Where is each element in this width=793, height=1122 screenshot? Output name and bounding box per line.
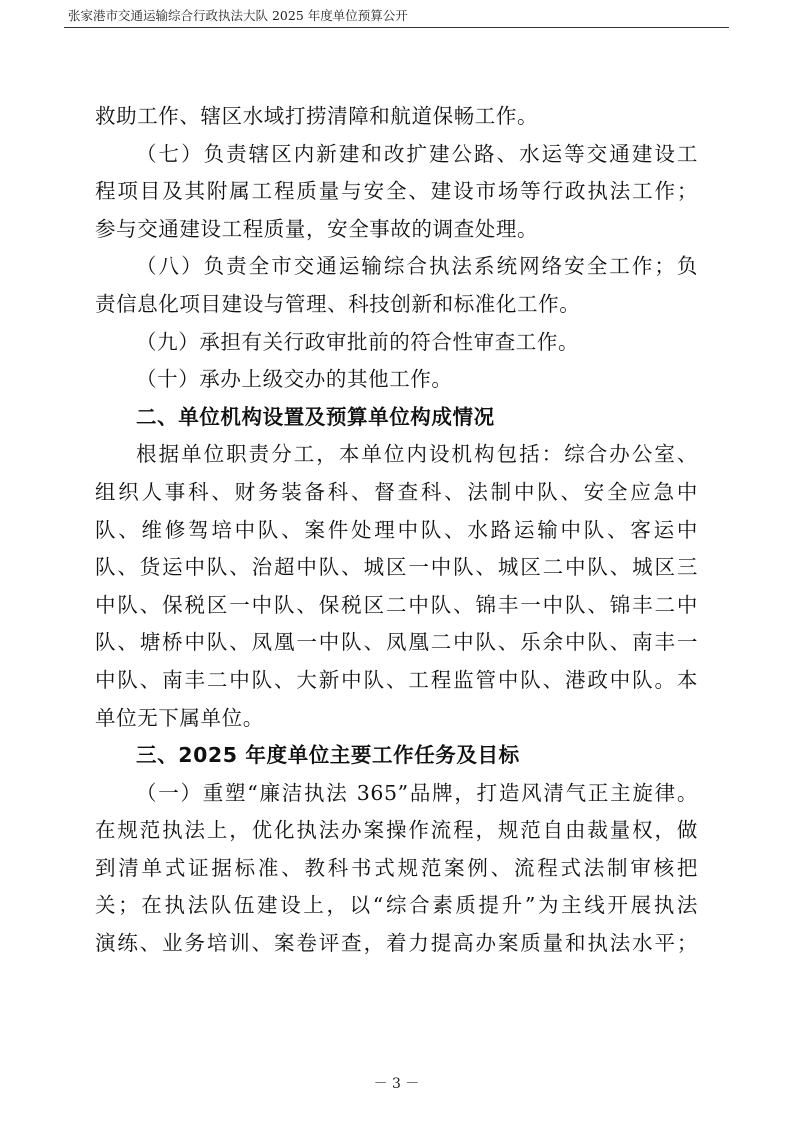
- body-line: 在规范执法上，优化执法办案操作流程，规范自由裁量权，做: [95, 818, 698, 843]
- body-line: 队、货运中队、治超中队、城区一中队、城区二中队、城区三: [95, 555, 698, 580]
- body-line: 中队、南丰二中队、大新中队、工程监管中队、港政中队。本: [95, 667, 698, 692]
- body-line: 中队、保税区一中队、保税区二中队、锦丰一中队、锦丰二中: [95, 592, 698, 617]
- body-line: 单位无下属单位。: [95, 705, 264, 730]
- body-line: 队、维修驾培中队、案件处理中队、水路运输中队、客运中: [95, 517, 698, 542]
- body-line: 根据单位职责分工，本单位内设机构包括：综合办公室、: [136, 442, 698, 467]
- body-line: 关；在执法队伍建设上，以“综合素质提升”为主线开展执法: [95, 893, 698, 918]
- body-line: 参与交通建设工程质量，安全事故的调查处理。: [95, 216, 539, 241]
- page-header-title: 张家港市交通运输综合行政执法大队 2025 年度单位预算公开: [68, 8, 408, 23]
- body-line: 组织人事科、财务装备科、督查科、法制中队、安全应急中: [95, 479, 698, 504]
- header-divider: [64, 27, 729, 28]
- body-line: （八）负责全市交通运输综合执法系统网络安全工作；负: [136, 254, 698, 279]
- body-line: （一）重塑“廉洁执法 365”品牌，打造风清气正主旋律。: [136, 780, 698, 805]
- body-line: 到清单式证据标准、教科书式规范案例、流程式法制审核把: [95, 855, 698, 880]
- body-line: （九）承担有关行政审批前的符合性审查工作。: [136, 329, 580, 354]
- body-line: （七）负责辖区内新建和改扩建公路、水运等交通建设工: [136, 141, 698, 166]
- section-heading-2: 二、单位机构设置及预算单位构成情况: [136, 404, 495, 429]
- body-line: 责信息化项目建设与管理、科技创新和标准化工作。: [95, 291, 581, 316]
- body-line: 程项目及其附属工程质量与安全、建设市场等行政执法工作；: [95, 179, 698, 204]
- body-line: 救助工作、辖区水域打捞清障和航道保畅工作。: [95, 104, 539, 128]
- body-line: 队、塘桥中队、凤凰一中队、凤凰二中队、乐余中队、南丰一: [95, 630, 698, 655]
- body-line: 演练、业务培训、案卷评查，着力提高办案质量和执法水平；: [95, 931, 698, 956]
- body-line: （十）承办上级交办的其他工作。: [136, 367, 453, 392]
- section-heading-3: 三、2025 年度单位主要工作任务及目标: [136, 743, 520, 768]
- document-body: [95, 98, 698, 963]
- page-number: － 3 －: [373, 1076, 420, 1092]
